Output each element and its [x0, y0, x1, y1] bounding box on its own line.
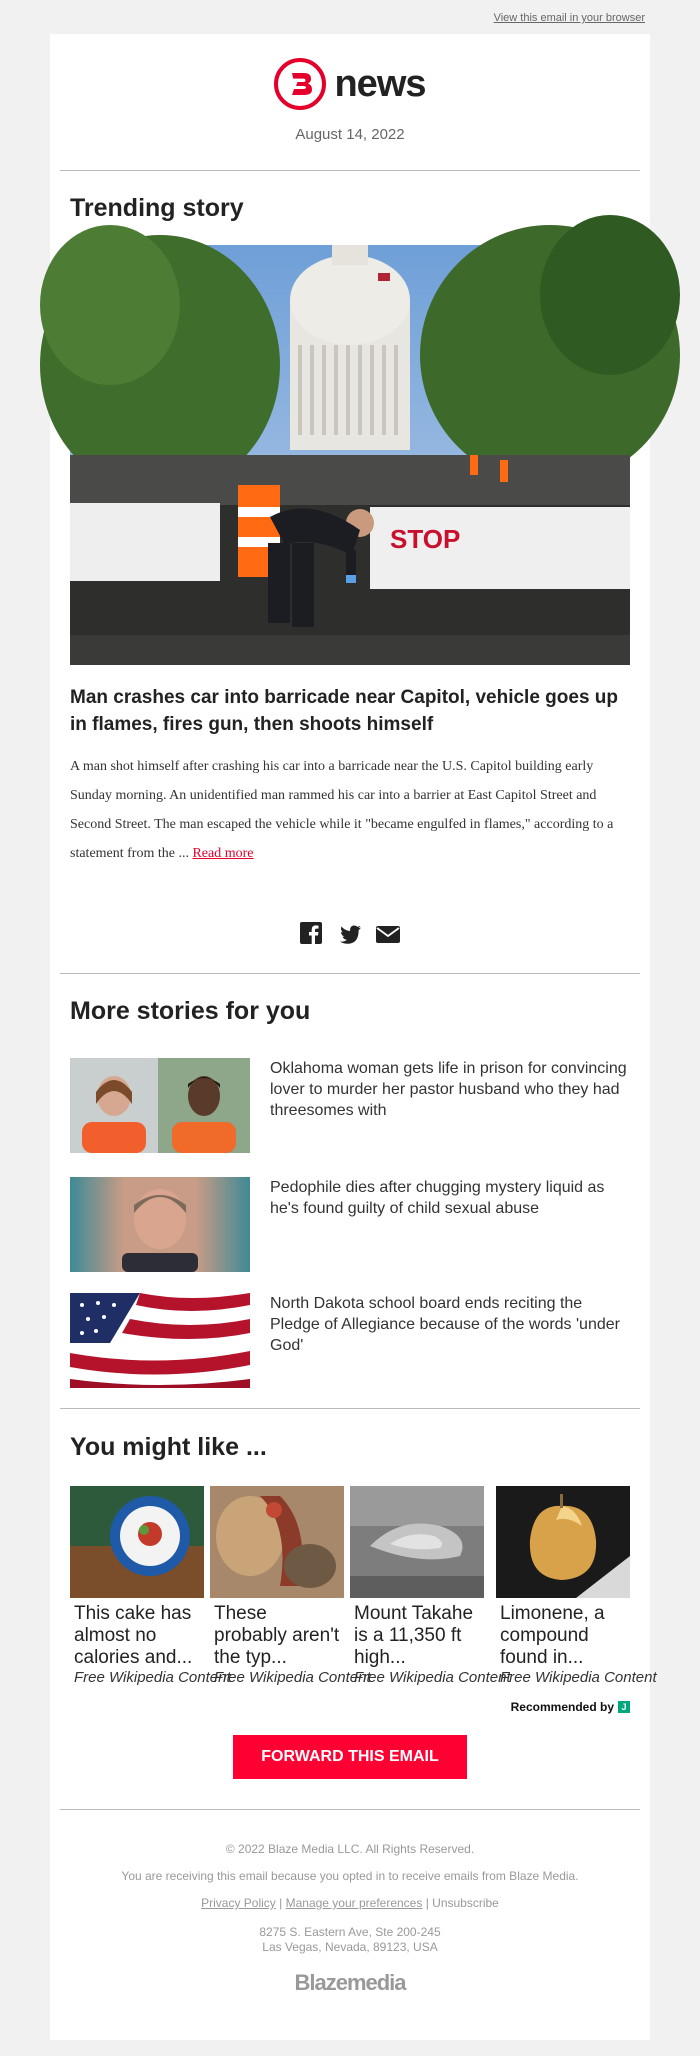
- story-thumbnail[interactable]: [70, 1293, 250, 1388]
- recommended-by[interactable]: [511, 1700, 630, 1714]
- privacy-policy-link[interactable]: Privacy Policy: [201, 1896, 276, 1910]
- divider: [60, 1809, 640, 1810]
- recommender-logo-icon: J: [618, 1701, 630, 1713]
- recommendation-title[interactable]: Mount Takahe is a 11,350 ft high...: [354, 1603, 474, 1668]
- manage-preferences-link[interactable]: Manage your preferences: [285, 1896, 423, 1910]
- blaze-news-logo[interactable]: [50, 54, 650, 114]
- address-line-2: Las Vegas, Nevada, 89123, USA: [262, 1940, 438, 1954]
- issue-date: August 14, 2022: [295, 126, 405, 143]
- logo-text: news: [334, 62, 426, 105]
- divider: [60, 1408, 640, 1409]
- trending-story-image[interactable]: [70, 245, 630, 665]
- recommendation-image[interactable]: [496, 1486, 630, 1598]
- email-card: [50, 34, 657, 2040]
- more-story-item[interactable]: [70, 1177, 630, 1272]
- recommendation-card[interactable]: [350, 1486, 511, 1686]
- you-might-like-section-title: You might like ...: [70, 1433, 267, 1461]
- summary-text: A man shot himself after crashing his car into a barricade near the U.S. Capitol building early Sunday morning. An unidentified man rammed his car into a barrier at East Capitol Street and Second Street. The man escaped the vehicle while it "became engulfed in flames," according to a statement from the ...: [70, 759, 614, 861]
- top-bar: [0, 0, 700, 34]
- story-title[interactable]: Pedophile dies after chugging mystery liquid as he's found guilty of child sexual abuse: [270, 1179, 605, 1217]
- recommendation-source: Free Wikipedia Content: [354, 1669, 511, 1686]
- recommendation-card[interactable]: [496, 1486, 657, 1686]
- more-story-item[interactable]: [70, 1058, 630, 1153]
- recommendation-card[interactable]: [70, 1486, 231, 1686]
- forward-email-button[interactable]: FORWARD THIS EMAIL: [233, 1735, 467, 1779]
- recommendation-image[interactable]: [210, 1486, 344, 1598]
- email-share-icon[interactable]: [375, 921, 401, 947]
- address-line-1: 8275 S. Eastern Ave, Ste 200-245: [259, 1925, 441, 1939]
- recommendation-source: Free Wikipedia Content: [214, 1669, 371, 1686]
- story-title[interactable]: Oklahoma woman gets life in prison for convincing lover to murder her pastor husband who they had threesomes with: [270, 1060, 627, 1119]
- recommendation-image[interactable]: [350, 1486, 484, 1598]
- story-title[interactable]: North Dakota school board ends reciting the Pledge of Allegiance because of the words 'under God': [270, 1295, 620, 1354]
- barrier-stop-text: STOP: [390, 524, 461, 554]
- divider: [60, 973, 640, 974]
- recommended-by-label: Recommended by: [510, 1700, 614, 1714]
- trending-summary: [70, 752, 630, 868]
- recommendation-title[interactable]: These probably aren't the typ...: [214, 1603, 340, 1668]
- more-story-item[interactable]: [70, 1293, 630, 1388]
- recommendation-image[interactable]: [70, 1486, 204, 1598]
- blaze-logo-icon: [274, 58, 326, 110]
- facebook-icon[interactable]: [299, 921, 325, 947]
- trending-headline[interactable]: Man crashes car into barricade near Capitol, vehicle goes up in flames, fires gun, then shoots himself: [70, 687, 619, 735]
- view-in-browser-link[interactable]: View this email in your browser: [493, 12, 645, 24]
- blaze-media-logo[interactable]: Blazemedia: [294, 1970, 406, 1995]
- recommendation-card[interactable]: [210, 1486, 371, 1686]
- link-separator: |: [422, 1896, 433, 1910]
- more-stories-section-title: More stories for you: [70, 997, 311, 1025]
- twitter-icon[interactable]: [337, 921, 363, 947]
- copyright-text: © 2022 Blaze Media LLC. All Rights Reserved.: [225, 1842, 475, 1856]
- story-thumbnail[interactable]: [70, 1058, 250, 1153]
- unsubscribe-link[interactable]: Unsubscribe: [432, 1896, 499, 1910]
- link-separator: |: [275, 1896, 286, 1910]
- story-thumbnail[interactable]: [70, 1177, 250, 1272]
- recommendation-title[interactable]: Limonene, a compound found in...: [500, 1603, 605, 1668]
- recommendation-source: Free Wikipedia Content: [74, 1669, 231, 1686]
- divider: [60, 170, 640, 171]
- opt-in-reason: You are receiving this email because you opted in to receive emails from Blaze Media.: [121, 1869, 579, 1883]
- recommendation-title[interactable]: This cake has almost no calories and...: [74, 1603, 193, 1668]
- footer-links: [50, 1896, 650, 1910]
- share-bar: [50, 921, 650, 947]
- trending-section-title: Trending story: [70, 194, 244, 222]
- read-more-link[interactable]: Read more: [192, 846, 254, 861]
- recommendation-source: Free Wikipedia Content: [500, 1669, 657, 1686]
